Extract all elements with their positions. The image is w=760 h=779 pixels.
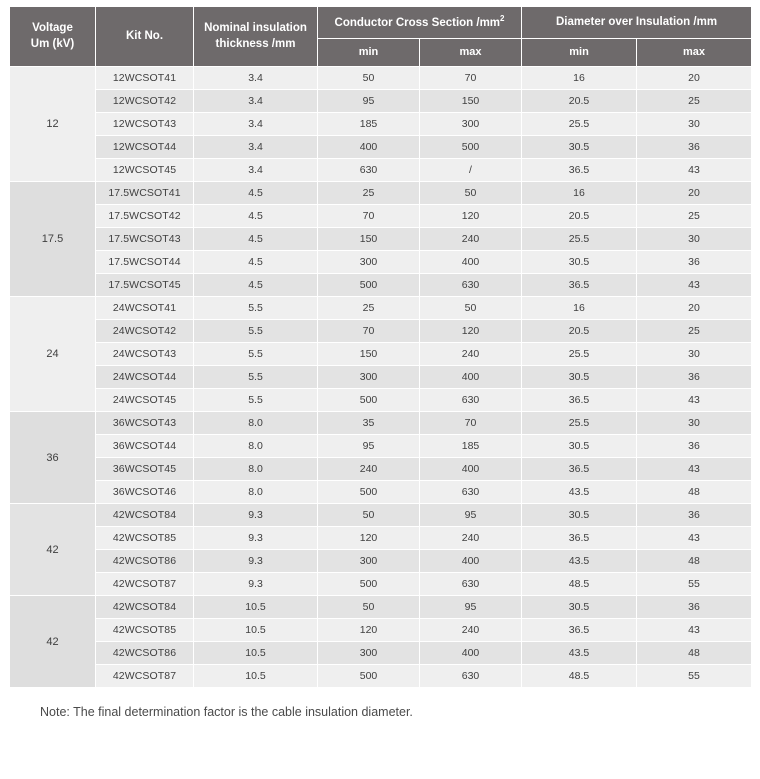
cell-kit-no: 42WCSOT85 (96, 527, 194, 550)
cell-kit-no: 42WCSOT86 (96, 550, 194, 573)
header-voltage-line1: Voltage (32, 22, 73, 35)
cell-conductor-min: 35 (318, 412, 420, 435)
header-conductor-min: min (318, 39, 420, 67)
cell-conductor-min: 70 (318, 205, 420, 228)
cell-nominal-thickness: 3.4 (194, 113, 318, 136)
cell-kit-no: 12WCSOT42 (96, 90, 194, 113)
cell-voltage: 17.5 (10, 182, 96, 297)
cell-diameter-max: 30 (637, 113, 752, 136)
cell-nominal-thickness: 8.0 (194, 412, 318, 435)
cell-diameter-min: 36.5 (522, 458, 637, 481)
header-conductor-cross-section (318, 7, 522, 39)
table-row (10, 596, 752, 619)
cell-diameter-max: 36 (637, 136, 752, 159)
table-row (10, 366, 752, 389)
cell-diameter-max: 36 (637, 504, 752, 527)
cell-conductor-max: 240 (420, 228, 522, 251)
cell-diameter-max: 43 (637, 159, 752, 182)
cell-kit-no: 24WCSOT42 (96, 320, 194, 343)
cell-kit-no: 36WCSOT46 (96, 481, 194, 504)
cell-conductor-max: 240 (420, 343, 522, 366)
cell-nominal-thickness: 5.5 (194, 320, 318, 343)
cell-diameter-min: 16 (522, 182, 637, 205)
table-row (10, 435, 752, 458)
cell-conductor-max: 120 (420, 205, 522, 228)
table-row (10, 527, 752, 550)
table-row (10, 573, 752, 596)
cell-diameter-min: 36.5 (522, 527, 637, 550)
cell-diameter-max: 43 (637, 458, 752, 481)
cell-diameter-max: 25 (637, 320, 752, 343)
table-row (10, 274, 752, 297)
cell-nominal-thickness: 3.4 (194, 136, 318, 159)
cell-conductor-max: 400 (420, 366, 522, 389)
cell-diameter-max: 25 (637, 90, 752, 113)
table-row (10, 481, 752, 504)
cell-conductor-min: 630 (318, 159, 420, 182)
header-diameter-min: min (522, 39, 637, 67)
cell-diameter-min: 20.5 (522, 90, 637, 113)
cell-conductor-min: 25 (318, 297, 420, 320)
header-voltage-line2: Um (kV) (30, 37, 75, 50)
cell-kit-no: 17.5WCSOT43 (96, 228, 194, 251)
table-row (10, 665, 752, 688)
cell-nominal-thickness: 10.5 (194, 596, 318, 619)
cell-conductor-min: 300 (318, 550, 420, 573)
cell-diameter-max: 55 (637, 573, 752, 596)
cell-kit-no: 12WCSOT41 (96, 67, 194, 90)
cell-nominal-thickness: 4.5 (194, 205, 318, 228)
cell-nominal-thickness: 4.5 (194, 251, 318, 274)
table-row (10, 159, 752, 182)
cell-kit-no: 36WCSOT44 (96, 435, 194, 458)
cell-conductor-max: 630 (420, 274, 522, 297)
cell-diameter-max: 55 (637, 665, 752, 688)
header-conductor-label: Conductor Cross Section /mm (334, 16, 501, 29)
table-row (10, 251, 752, 274)
header-conductor-max: max (420, 39, 522, 67)
cell-kit-no: 12WCSOT44 (96, 136, 194, 159)
table-body (10, 67, 752, 688)
cell-conductor-min: 50 (318, 67, 420, 90)
cell-nominal-thickness: 9.3 (194, 504, 318, 527)
cell-diameter-max: 20 (637, 297, 752, 320)
cell-conductor-min: 50 (318, 596, 420, 619)
cell-diameter-max: 43 (637, 274, 752, 297)
cell-diameter-min: 16 (522, 67, 637, 90)
cell-conductor-min: 300 (318, 642, 420, 665)
cell-nominal-thickness: 5.5 (194, 343, 318, 366)
table-row (10, 136, 752, 159)
cell-diameter-min: 30.5 (522, 366, 637, 389)
table-row (10, 90, 752, 113)
cell-diameter-max: 36 (637, 366, 752, 389)
header-diameter-over-insulation: Diameter over Insulation /mm (522, 7, 752, 39)
cell-diameter-max: 43 (637, 619, 752, 642)
table-row (10, 343, 752, 366)
cell-diameter-max: 48 (637, 481, 752, 504)
cell-conductor-max: 70 (420, 412, 522, 435)
cell-conductor-max: 630 (420, 481, 522, 504)
cell-diameter-min: 36.5 (522, 389, 637, 412)
header-nominal-insulation-thickness (194, 7, 318, 67)
cell-diameter-min: 43.5 (522, 550, 637, 573)
cell-kit-no: 42WCSOT85 (96, 619, 194, 642)
cell-diameter-max: 36 (637, 435, 752, 458)
cell-kit-no: 12WCSOT45 (96, 159, 194, 182)
cell-conductor-max: 240 (420, 619, 522, 642)
cell-nominal-thickness: 3.4 (194, 159, 318, 182)
header-kit-no: Kit No. (96, 7, 194, 67)
cell-conductor-min: 500 (318, 274, 420, 297)
cell-voltage: 24 (10, 297, 96, 412)
cell-diameter-min: 16 (522, 297, 637, 320)
cell-voltage: 36 (10, 412, 96, 504)
header-row-group (10, 7, 752, 39)
table-row (10, 458, 752, 481)
cell-diameter-max: 25 (637, 205, 752, 228)
table-row (10, 228, 752, 251)
table-row (10, 320, 752, 343)
cell-kit-no: 42WCSOT87 (96, 665, 194, 688)
cell-nominal-thickness: 4.5 (194, 228, 318, 251)
cell-nominal-thickness: 3.4 (194, 90, 318, 113)
table-row (10, 619, 752, 642)
cell-conductor-max: 400 (420, 251, 522, 274)
cell-conductor-max: / (420, 159, 522, 182)
cell-nominal-thickness: 8.0 (194, 481, 318, 504)
cell-conductor-max: 300 (420, 113, 522, 136)
cell-conductor-min: 300 (318, 251, 420, 274)
cell-diameter-max: 30 (637, 412, 752, 435)
header-voltage (10, 7, 96, 67)
table-row (10, 550, 752, 573)
table-row (10, 297, 752, 320)
cell-diameter-min: 30.5 (522, 136, 637, 159)
cell-diameter-min: 30.5 (522, 596, 637, 619)
cell-conductor-min: 185 (318, 113, 420, 136)
cell-nominal-thickness: 9.3 (194, 527, 318, 550)
cell-kit-no: 17.5WCSOT41 (96, 182, 194, 205)
cell-nominal-thickness: 4.5 (194, 182, 318, 205)
cell-conductor-min: 50 (318, 504, 420, 527)
cell-conductor-max: 50 (420, 182, 522, 205)
cell-conductor-min: 500 (318, 665, 420, 688)
header-diameter-max: max (637, 39, 752, 67)
cell-kit-no: 42WCSOT84 (96, 504, 194, 527)
table-header (10, 7, 752, 67)
cell-diameter-max: 30 (637, 343, 752, 366)
cell-kit-no: 42WCSOT86 (96, 642, 194, 665)
table-row (10, 642, 752, 665)
header-conductor-superscript: 2 (500, 14, 505, 23)
cell-nominal-thickness: 5.5 (194, 366, 318, 389)
cell-nominal-thickness: 5.5 (194, 297, 318, 320)
cell-diameter-min: 36.5 (522, 619, 637, 642)
cell-conductor-min: 25 (318, 182, 420, 205)
cell-conductor-min: 240 (318, 458, 420, 481)
cell-kit-no: 12WCSOT43 (96, 113, 194, 136)
cell-diameter-min: 25.5 (522, 412, 637, 435)
cell-kit-no: 24WCSOT45 (96, 389, 194, 412)
cell-conductor-max: 630 (420, 389, 522, 412)
cell-conductor-min: 95 (318, 90, 420, 113)
table-row (10, 67, 752, 90)
cell-diameter-min: 48.5 (522, 665, 637, 688)
cell-conductor-min: 500 (318, 573, 420, 596)
cell-kit-no: 17.5WCSOT42 (96, 205, 194, 228)
cell-diameter-max: 43 (637, 389, 752, 412)
cell-conductor-min: 500 (318, 389, 420, 412)
cell-conductor-max: 95 (420, 504, 522, 527)
cell-conductor-max: 500 (420, 136, 522, 159)
cell-kit-no: 17.5WCSOT44 (96, 251, 194, 274)
table-row (10, 182, 752, 205)
cell-conductor-min: 150 (318, 228, 420, 251)
cell-diameter-max: 48 (637, 550, 752, 573)
cell-diameter-max: 36 (637, 251, 752, 274)
cell-diameter-min: 43.5 (522, 481, 637, 504)
cell-kit-no: 24WCSOT44 (96, 366, 194, 389)
cell-conductor-max: 630 (420, 573, 522, 596)
cell-conductor-min: 300 (318, 366, 420, 389)
table-row (10, 205, 752, 228)
table-note: Note: The final determination factor is the cable insulation diameter. (40, 705, 413, 720)
cell-diameter-min: 20.5 (522, 320, 637, 343)
cell-diameter-max: 48 (637, 642, 752, 665)
cell-conductor-min: 500 (318, 481, 420, 504)
cell-diameter-min: 20.5 (522, 205, 637, 228)
cell-voltage: 42 (10, 504, 96, 596)
cell-conductor-min: 95 (318, 435, 420, 458)
cell-conductor-min: 70 (318, 320, 420, 343)
header-nominal-line1: Nominal insulation (204, 22, 307, 35)
cell-kit-no: 36WCSOT45 (96, 458, 194, 481)
cell-conductor-min: 120 (318, 527, 420, 550)
cell-diameter-min: 30.5 (522, 251, 637, 274)
cell-kit-no: 42WCSOT87 (96, 573, 194, 596)
cell-kit-no: 17.5WCSOT45 (96, 274, 194, 297)
cell-conductor-max: 185 (420, 435, 522, 458)
cell-conductor-min: 400 (318, 136, 420, 159)
cell-nominal-thickness: 3.4 (194, 67, 318, 90)
cell-diameter-min: 25.5 (522, 113, 637, 136)
cell-conductor-max: 400 (420, 550, 522, 573)
table-row (10, 412, 752, 435)
table-row (10, 504, 752, 527)
cell-conductor-min: 120 (318, 619, 420, 642)
cell-conductor-max: 70 (420, 67, 522, 90)
cell-diameter-min: 36.5 (522, 159, 637, 182)
cell-kit-no: 24WCSOT43 (96, 343, 194, 366)
cell-nominal-thickness: 5.5 (194, 389, 318, 412)
cell-conductor-max: 150 (420, 90, 522, 113)
cell-diameter-min: 48.5 (522, 573, 637, 596)
header-nominal-line2: thickness /mm (215, 37, 296, 50)
cell-kit-no: 36WCSOT43 (96, 412, 194, 435)
cell-nominal-thickness: 9.3 (194, 550, 318, 573)
cell-diameter-min: 43.5 (522, 642, 637, 665)
cell-conductor-max: 400 (420, 642, 522, 665)
cell-diameter-max: 20 (637, 182, 752, 205)
cell-diameter-min: 30.5 (522, 504, 637, 527)
cell-diameter-max: 30 (637, 228, 752, 251)
cell-conductor-max: 95 (420, 596, 522, 619)
cell-kit-no: 42WCSOT84 (96, 596, 194, 619)
cell-diameter-min: 36.5 (522, 274, 637, 297)
table-row (10, 113, 752, 136)
cell-conductor-max: 400 (420, 458, 522, 481)
cell-voltage: 12 (10, 67, 96, 182)
cell-conductor-max: 50 (420, 297, 522, 320)
cell-nominal-thickness: 10.5 (194, 619, 318, 642)
cell-conductor-max: 240 (420, 527, 522, 550)
cell-kit-no: 24WCSOT41 (96, 297, 194, 320)
cell-conductor-max: 630 (420, 665, 522, 688)
cell-voltage: 42 (10, 596, 96, 688)
cell-diameter-max: 43 (637, 527, 752, 550)
table-row (10, 389, 752, 412)
cell-diameter-max: 20 (637, 67, 752, 90)
cell-conductor-max: 120 (420, 320, 522, 343)
cell-nominal-thickness: 4.5 (194, 274, 318, 297)
cell-nominal-thickness: 9.3 (194, 573, 318, 596)
cell-diameter-min: 25.5 (522, 228, 637, 251)
cell-diameter-max: 36 (637, 596, 752, 619)
cell-conductor-min: 150 (318, 343, 420, 366)
cell-diameter-min: 30.5 (522, 435, 637, 458)
cable-kit-specification-table (9, 6, 752, 688)
cell-nominal-thickness: 8.0 (194, 458, 318, 481)
cell-nominal-thickness: 10.5 (194, 665, 318, 688)
cell-nominal-thickness: 8.0 (194, 435, 318, 458)
cell-nominal-thickness: 10.5 (194, 642, 318, 665)
cell-diameter-min: 25.5 (522, 343, 637, 366)
